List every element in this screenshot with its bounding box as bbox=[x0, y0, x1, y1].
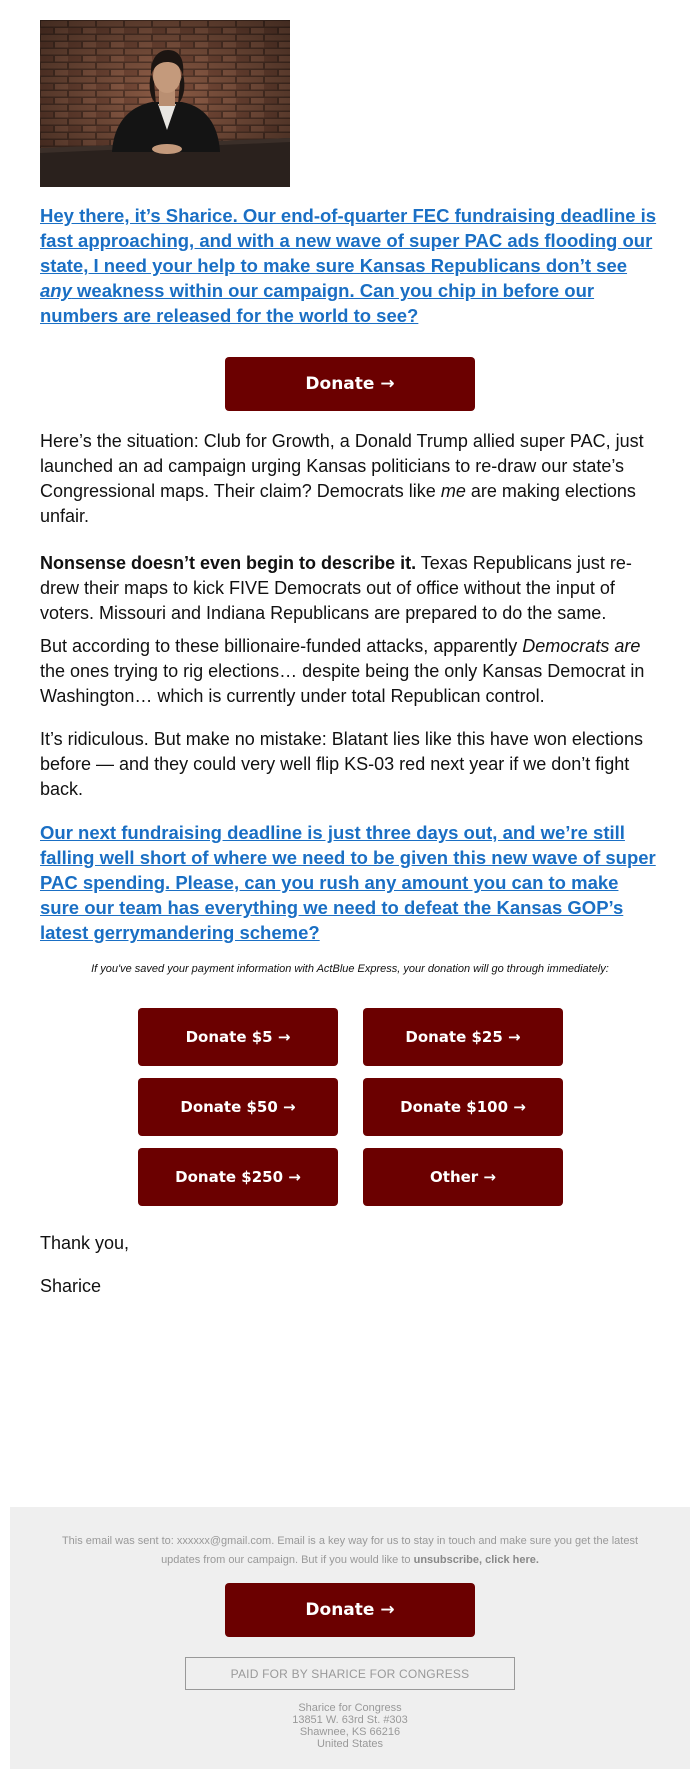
address-line: United States bbox=[316, 1738, 384, 1750]
paragraph-attacks bbox=[40, 634, 665, 709]
footer-donate-button[interactable]: Donate → bbox=[225, 1583, 475, 1637]
unsubscribe-link[interactable]: unsubscribe, click here. bbox=[413, 1554, 539, 1566]
paragraph-situation-text-1: Here’s the situation: Club for Growth, a Donald Trump allied super PAC, just launched an ad campaign urging Kansas politicians to re-draw our state’s Congressional maps. Their claim? Democrats like bbox=[40, 431, 644, 501]
donate-25-button[interactable]: Donate $25 → bbox=[363, 1008, 563, 1066]
paragraph-attacks-text-1: But according to these billionaire-funded attacks, apparently bbox=[40, 636, 523, 656]
lead-appeal-link[interactable] bbox=[40, 203, 660, 328]
email-footer bbox=[10, 1507, 690, 1769]
signoff-name: Sharice bbox=[40, 1276, 102, 1296]
donate-50-button[interactable]: Donate $50 → bbox=[138, 1078, 338, 1136]
paragraph-situation-text-2: are making elections unfair. bbox=[40, 481, 636, 526]
paragraph-nonsense-bold: Nonsense doesn’t even begin to describe it. bbox=[40, 553, 417, 573]
lead-text-2: weakness within our campaign. Can you chip in before our numbers are released for the world to see? bbox=[40, 280, 595, 326]
footer-notice-prefix: This email was sent to: bbox=[61, 1535, 177, 1547]
deadline-appeal-link[interactable]: Our next fundraising deadline is just three days out, and we’re still falling well short of where we need to be given this new wave of super PAC spending. Please, can you rush any amount you can to make sure our team has everything we need to defeat the Kansas GOP’s latest gerrymandering scheme? bbox=[40, 822, 656, 943]
footer-email: xxxxxx@gmail.com bbox=[176, 1535, 272, 1547]
paragraph-nonsense bbox=[40, 551, 665, 626]
signoff-thanks: Thank you, bbox=[40, 1233, 130, 1253]
address-line: 13851 W. 63rd St. #303 bbox=[292, 1714, 408, 1726]
paid-for-by-box: PAID FOR BY SHARICE FOR CONGRESS bbox=[185, 1657, 515, 1690]
donate-5-button[interactable]: Donate $5 → bbox=[138, 1008, 338, 1066]
lead-text-1: Hey there, it’s Sharice. Our end-of-quarter FEC fundraising deadline is fast approaching, and with a new wave of super PAC ads flooding our state, I need your help to make sure Kansas Republicans don’t see bbox=[40, 205, 657, 276]
donate-100-button[interactable]: Donate $100 → bbox=[363, 1078, 563, 1136]
footer-notice-suffix: . Email is a key way for us to stay in touch and make sure you get the latest updates from our campaign. But if you would like to bbox=[161, 1535, 639, 1566]
donate-button[interactable]: Donate → bbox=[225, 357, 475, 411]
paragraph-nonsense-text: Texas Republicans just re-drew their maps to kick FIVE Democrats out of office without the input of voters. Missouri and Indiana Republicans are prepared to do the same. bbox=[40, 553, 632, 623]
hero-photo-illustration bbox=[40, 20, 290, 187]
mailing-address bbox=[10, 1702, 690, 1750]
donate-other-button[interactable]: Other → bbox=[363, 1148, 563, 1206]
actblue-express-note: If you've saved your payment information with ActBlue Express, your donation will go through immediately: bbox=[91, 963, 609, 975]
paragraph-attacks-text-2: the ones trying to rig elections… despite being the only Kansas Democrat in Washington… which is currently under total Republican control. bbox=[40, 661, 645, 706]
paragraph-ridiculous: It’s ridiculous. But make no mistake: Blatant lies like this have won elections before — and they could very well flip KS-03 red next year if we don’t fight back. bbox=[40, 729, 643, 799]
donate-250-button[interactable]: Donate $250 → bbox=[138, 1148, 338, 1206]
address-line: Sharice for Congress bbox=[298, 1702, 402, 1714]
address-line: Shawnee, KS 66216 bbox=[299, 1726, 401, 1738]
paragraph-attacks-emphasis: Democrats are bbox=[522, 636, 641, 656]
footer-notice bbox=[60, 1532, 640, 1570]
lead-emphasis: any bbox=[40, 280, 72, 301]
paragraph-situation-emphasis: me bbox=[440, 481, 466, 501]
paragraph-situation bbox=[40, 429, 665, 529]
hero-photo bbox=[40, 20, 290, 187]
